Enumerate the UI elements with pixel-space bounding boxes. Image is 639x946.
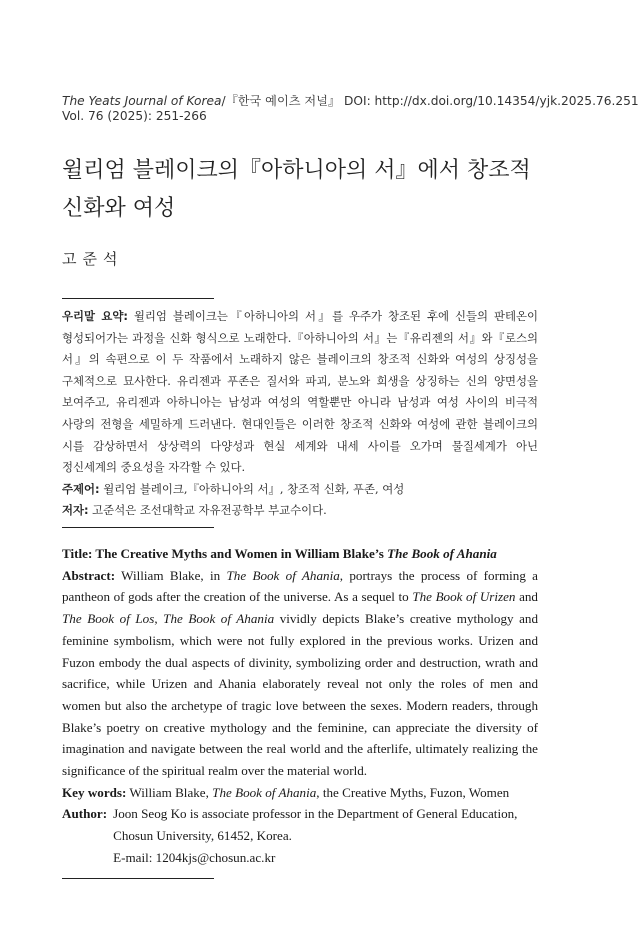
- journal-name-en: The Yeats Journal of Korea: [62, 94, 222, 108]
- title-line-1: 윌리엄 블레이크의『아하니아의 서』에서 창조적: [62, 158, 531, 183]
- english-title-label: Title: The Creative Myths and Women in William Blake’s: [62, 546, 388, 561]
- summary-label-ko: 우리말 요약:: [62, 309, 128, 323]
- summary-ko: [62, 306, 538, 479]
- english-author-line-1: Joon Seog Ko is associate professor in the Department of General Education,: [113, 806, 518, 822]
- english-keywords-part-0: William Blake,: [126, 784, 213, 800]
- english-title-italic: The Book of Ahania: [387, 546, 497, 561]
- doi-text: DOI: http://dx.doi.org/10.14354/yjk.2025.76.251: [340, 94, 639, 108]
- english-abstract-part-8: vividly depicts Blake’s creative mythology and feminine symbolism, which were not fully explored in the previous works. Urizen and Fuzon embody the dual aspects of divinity, symbolizing order and destruction, wrath and sacrifice, while Urizen and Ahania elaborately reveal not only the roles of men and women but also the archetype of tragic love between the sexes. Modern readers, through Blake’s poetry on creative mythology and the feminine, can appreciate the diversity of imagination and navigate between the real world and the afterlife, ultimately realizing the significance of the spiritual realm over the material world.: [62, 611, 539, 779]
- english-author-email: E-mail: 1204kjs@chosun.ac.kr: [113, 849, 276, 865]
- paper-title-ko: [62, 152, 532, 228]
- english-keywords: [62, 782, 538, 804]
- volume-info: Vol. 76 (2025): 251-266: [62, 109, 207, 123]
- author-text-ko: 고준석은 조선대학교 자유전공학부 부교수이다.: [88, 503, 327, 518]
- english-abstract-part-3: The Book of Urizen: [412, 589, 516, 605]
- english-title: [62, 543, 538, 565]
- english-author-lines: [113, 803, 538, 868]
- title-line-2: 신화와 여성: [62, 196, 176, 221]
- english-author-line-2: Chosun University, 61452, Korea.: [113, 828, 292, 844]
- english-abstract-label: Abstract:: [62, 567, 116, 583]
- divider-middle: [62, 527, 214, 528]
- english-abstract-part-1: The Book of Ahania: [226, 567, 340, 583]
- english-keywords-label: Key words:: [62, 784, 127, 800]
- abstract-en: [62, 543, 538, 869]
- keywords-text-ko: 윌리엄 블레이크,『아하니아의 서』, 창조적 신화, 푸존, 여성: [99, 481, 405, 496]
- english-abstract-part-7: The Book of Ahania: [163, 611, 275, 627]
- english-keywords-part-1: The Book of Ahania: [212, 784, 317, 800]
- english-keywords-part-2: , the Creative Myths, Fuzon, Women: [316, 784, 510, 800]
- english-abstract-part-2: , portrays the process of forming a pantheon of gods after the creation of the universe. As a sequel to: [62, 567, 538, 605]
- author-name-ko: 고준석: [62, 250, 124, 268]
- english-abstract: [62, 565, 538, 782]
- summary-text-ko: 윌리엄 블레이크는『아하니아의 서』를 우주가 창조된 후에 신들의 판테온이 형성되어가는 과정을 신화 형식으로 노래한다.『아하니아의 서』는『유리젠의 서』와『로스의 서』의 속편으로 이 두 작품에서 노래하지 않은 블레이크의 창조적 신화와 여성의 상징성을 구체적으로 묘사한다. 유리젠과 푸존은 질서와 파괴, 분노와 희생을 상징하는 신의 양면성을 보여주고, 유리젠과 아하니아는 남성과 여성의 역할뿐만 아니라 남성과 여성 사이의 비극적 사랑의 전형을 세밀하게 드러낸다. 현대인들은 이러한 창조적 신화와 여성에 관한 블레이크의 시를 감상하면서 상상력의 다양성과 현실 세계와 내세 사이를 오가며 물질세계가 아닌 정신세계의 중요성을 자각할 수 있다.: [62, 309, 538, 475]
- journal-header: [62, 92, 639, 109]
- abstract-ko: [62, 306, 538, 522]
- author-label-ko: 저자:: [62, 503, 89, 518]
- english-abstract-part-6: ,: [154, 611, 164, 627]
- english-abstract-part-0: William Blake, in: [115, 567, 227, 583]
- keywords-label-ko: 주제어:: [62, 481, 100, 496]
- journal-name-ko: /『한국 예이츠 저널』: [221, 94, 341, 108]
- divider-bottom: [62, 878, 214, 879]
- english-abstract-part-4: and: [515, 589, 538, 605]
- keywords-ko: [62, 479, 538, 501]
- english-abstract-part-5: The Book of Los: [62, 611, 155, 627]
- divider-top: [62, 298, 214, 299]
- english-author-label: Author:: [62, 806, 108, 822]
- author-info-ko: [62, 500, 538, 522]
- english-author-block: [62, 803, 538, 868]
